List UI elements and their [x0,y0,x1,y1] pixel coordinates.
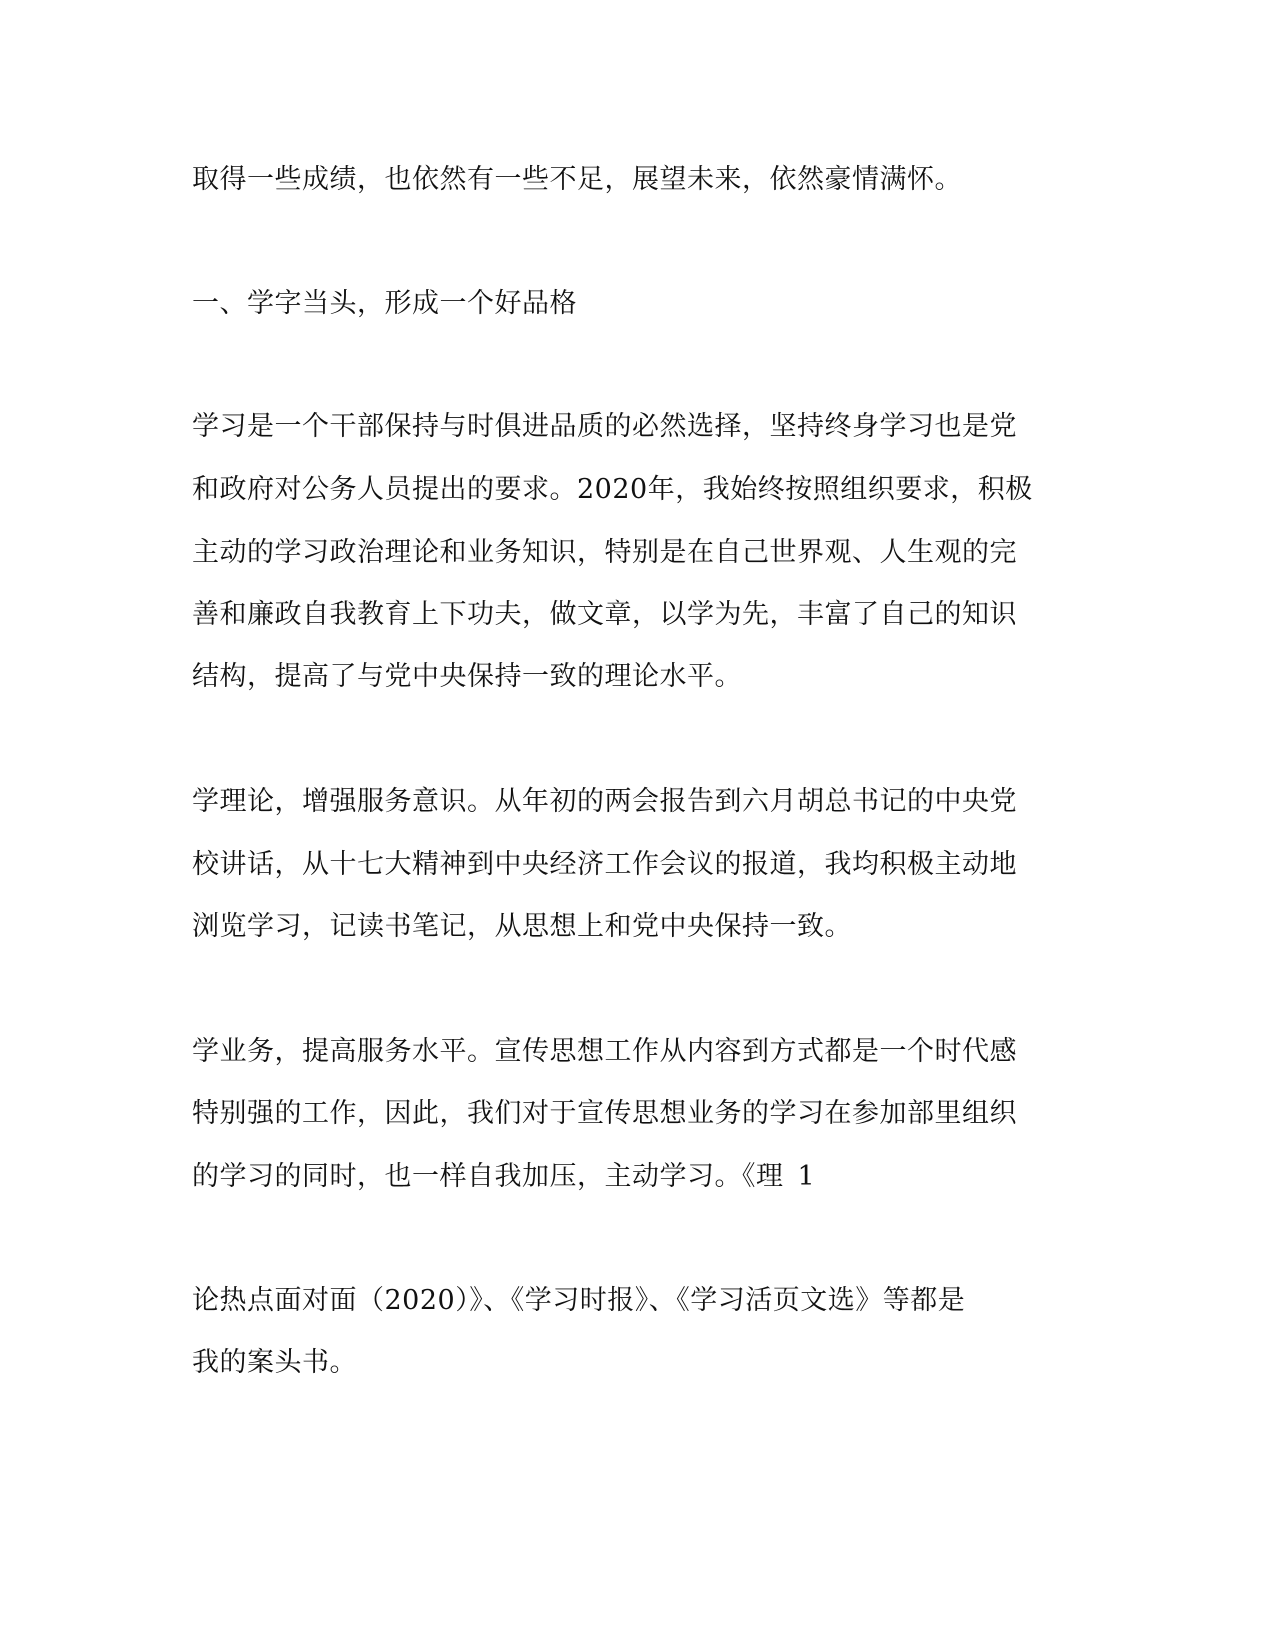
section-heading: 一、学字当头，形成一个好品格 [192,288,577,319]
paragraph-study-line-4: 善和廉政自我教育上下功夫，做文章，以学为先，丰富了自己的知识 [192,599,1017,630]
paragraph-study-line-3: 主动的学习政治理论和业务知识，特别是在自己世界观、人生观的完 [192,537,1017,568]
paragraph-books-line-2: 我的案头书。 [192,1347,357,1378]
paragraph-theory-line-2: 校讲话，从十七大精神到中央经济工作会议的报道，我均积极主动地 [192,849,1017,880]
paragraph-theory-line-1: 学理论，增强服务意识。从年初的两会报告到六月胡总书记的中央党 [192,786,1017,817]
paragraph-intro-tail-line-1: 取得一些成绩，也依然有一些不足，展望未来，依然豪情满怀。 [192,164,962,195]
paragraph-business-line-1: 学业务，提高服务水平。宣传思想工作从内容到方式都是一个时代感 [192,1036,1017,1067]
paragraph-business-line-3 [192,1160,815,1194]
paragraph-study-line-5: 结构，提高了与党中央保持一致的理论水平。 [192,661,742,692]
paragraph-business-line-2: 特别强的工作，因此，我们对于宣传思想业务的学习在参加部里组织 [192,1098,1017,1129]
paragraph-books-line-1: 论热点面对面（2020）》、《学习时报》、《学习活页文选》等都是 [192,1285,966,1316]
page-number: 1 [797,1161,816,1192]
paragraph-theory-line-3: 浏览学习，记读书笔记，从思想上和党中央保持一致。 [192,911,852,942]
paragraph-study-line-1: 学习是一个干部保持与时俱进品质的必然选择，坚持终身学习也是党 [192,411,1017,442]
paragraph-study-line-2: 和政府对公务人员提出的要求。2020年，我始终按照组织要求，积极 [192,474,1033,505]
paragraph-business-line-3-text: 的学习的同时，也一样自我加压，主动学习。《理 [192,1161,784,1192]
